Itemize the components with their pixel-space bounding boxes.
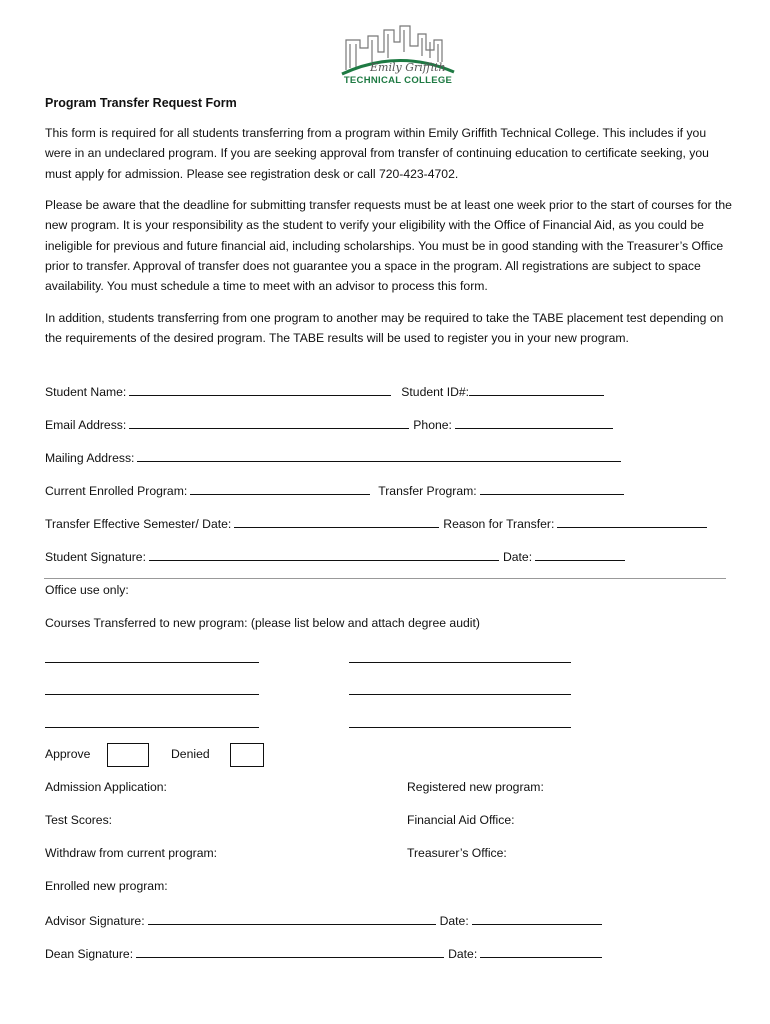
courses-instruction: Courses Transferred to new program: (please list below and attach degree audit) xyxy=(45,616,480,630)
row-student-name xyxy=(45,383,604,401)
denied-checkbox[interactable] xyxy=(230,743,264,767)
dean-date-field[interactable] xyxy=(480,945,602,958)
dean-date-label: Date: xyxy=(448,947,478,961)
current-program-field[interactable] xyxy=(190,482,370,495)
mailing-field[interactable] xyxy=(137,449,621,462)
student-signature-label: Student Signature: xyxy=(45,550,146,564)
form-title: Program Transfer Request Form xyxy=(45,96,237,110)
advisor-date-field[interactable] xyxy=(472,912,602,925)
reason-field[interactable] xyxy=(557,515,707,528)
current-program-label: Current Enrolled Program: xyxy=(45,484,188,498)
effective-field[interactable] xyxy=(234,515,439,528)
student-date-field[interactable] xyxy=(535,548,625,561)
course-line-2a[interactable] xyxy=(45,694,259,695)
withdraw-label: Withdraw from current program: xyxy=(45,846,218,860)
email-label: Email Address: xyxy=(45,418,127,432)
enrolled-label: Enrolled new program: xyxy=(45,879,168,893)
approve-checkbox[interactable] xyxy=(107,743,149,767)
email-field[interactable] xyxy=(129,416,409,429)
student-signature-field[interactable] xyxy=(149,548,499,561)
dean-signature-label: Dean Signature: xyxy=(45,947,134,961)
row-program xyxy=(45,482,624,500)
student-date-label: Date: xyxy=(502,550,533,564)
row-signature xyxy=(45,548,625,566)
deadline-paragraph: Please be aware that the deadline for submitting transfer requests must be at least one week prior to the start of courses for the new program. It is your responsibility as the student to verify your eligibility with the Office of Financial Aid, as you could be ineligible for previous and future financial aid, including scholarships. You must be in good standing with the Treasurer’s Office prior to transfer. Approval of transfer does not guarantee you a space in the program. All registrations are subject to space availability. You must schedule a time to meet with an advisor to process this form. xyxy=(45,198,732,294)
row-advisor-signature xyxy=(45,912,602,930)
dean-signature-field[interactable] xyxy=(136,945,444,958)
transfer-program-label: Transfer Program: xyxy=(378,484,477,498)
denied-label: Denied xyxy=(171,747,210,761)
student-id-label: Student ID#: xyxy=(401,385,470,399)
registered-label: Registered new program: xyxy=(407,780,544,794)
course-line-2b[interactable] xyxy=(349,694,571,695)
effective-label: Transfer Effective Semester/ Date: xyxy=(45,517,232,531)
reason-label: Reason for Transfer: xyxy=(443,517,555,531)
approve-label: Approve xyxy=(45,747,91,761)
admission-label: Admission Application: xyxy=(45,780,167,794)
course-line-1a[interactable] xyxy=(45,662,259,663)
course-line-3b[interactable] xyxy=(349,727,571,728)
phone-label: Phone: xyxy=(413,418,452,432)
phone-field[interactable] xyxy=(455,416,613,429)
divider xyxy=(44,578,726,579)
logo-script-text: Emily Griffith xyxy=(370,61,446,74)
advisor-signature-label: Advisor Signature: xyxy=(45,914,145,928)
student-name-field[interactable] xyxy=(129,383,391,396)
college-logo xyxy=(338,22,458,92)
office-use-heading: Office use only: xyxy=(45,583,129,597)
row-dean-signature xyxy=(45,945,602,963)
transfer-program-field[interactable] xyxy=(480,482,624,495)
intro-paragraph: This form is required for all students transferring from a program within Emily Griffith Technical College. This includes if you were in an undeclared program. If you are seeking approval from transfer of continuing education to certificate seeking, you must apply for admission. Please see registration desk or call 720-423-4702. xyxy=(45,126,709,181)
student-id-field[interactable] xyxy=(469,383,604,396)
advisor-date-label: Date: xyxy=(439,914,469,928)
advisor-signature-field[interactable] xyxy=(148,912,436,925)
test-scores-label: Test Scores: xyxy=(45,813,113,827)
student-name-label: Student Name: xyxy=(45,385,127,399)
treasurer-label: Treasurer’s Office: xyxy=(407,846,507,860)
course-line-1b[interactable] xyxy=(349,662,571,663)
course-line-3a[interactable] xyxy=(45,727,259,728)
logo-college-text: TECHNICAL COLLEGE xyxy=(343,75,453,86)
row-email xyxy=(45,416,613,434)
row-effective xyxy=(45,515,707,533)
financial-aid-label: Financial Aid Office: xyxy=(407,813,515,827)
tabe-paragraph: In addition, students transferring from one program to another may be required to take the TABE placement test depending on the requirements of the desired program. The TABE results will be used to register you in your new program. xyxy=(45,311,724,346)
mailing-label: Mailing Address: xyxy=(45,451,135,465)
row-mailing xyxy=(45,449,621,467)
skyline-icon xyxy=(338,22,458,78)
